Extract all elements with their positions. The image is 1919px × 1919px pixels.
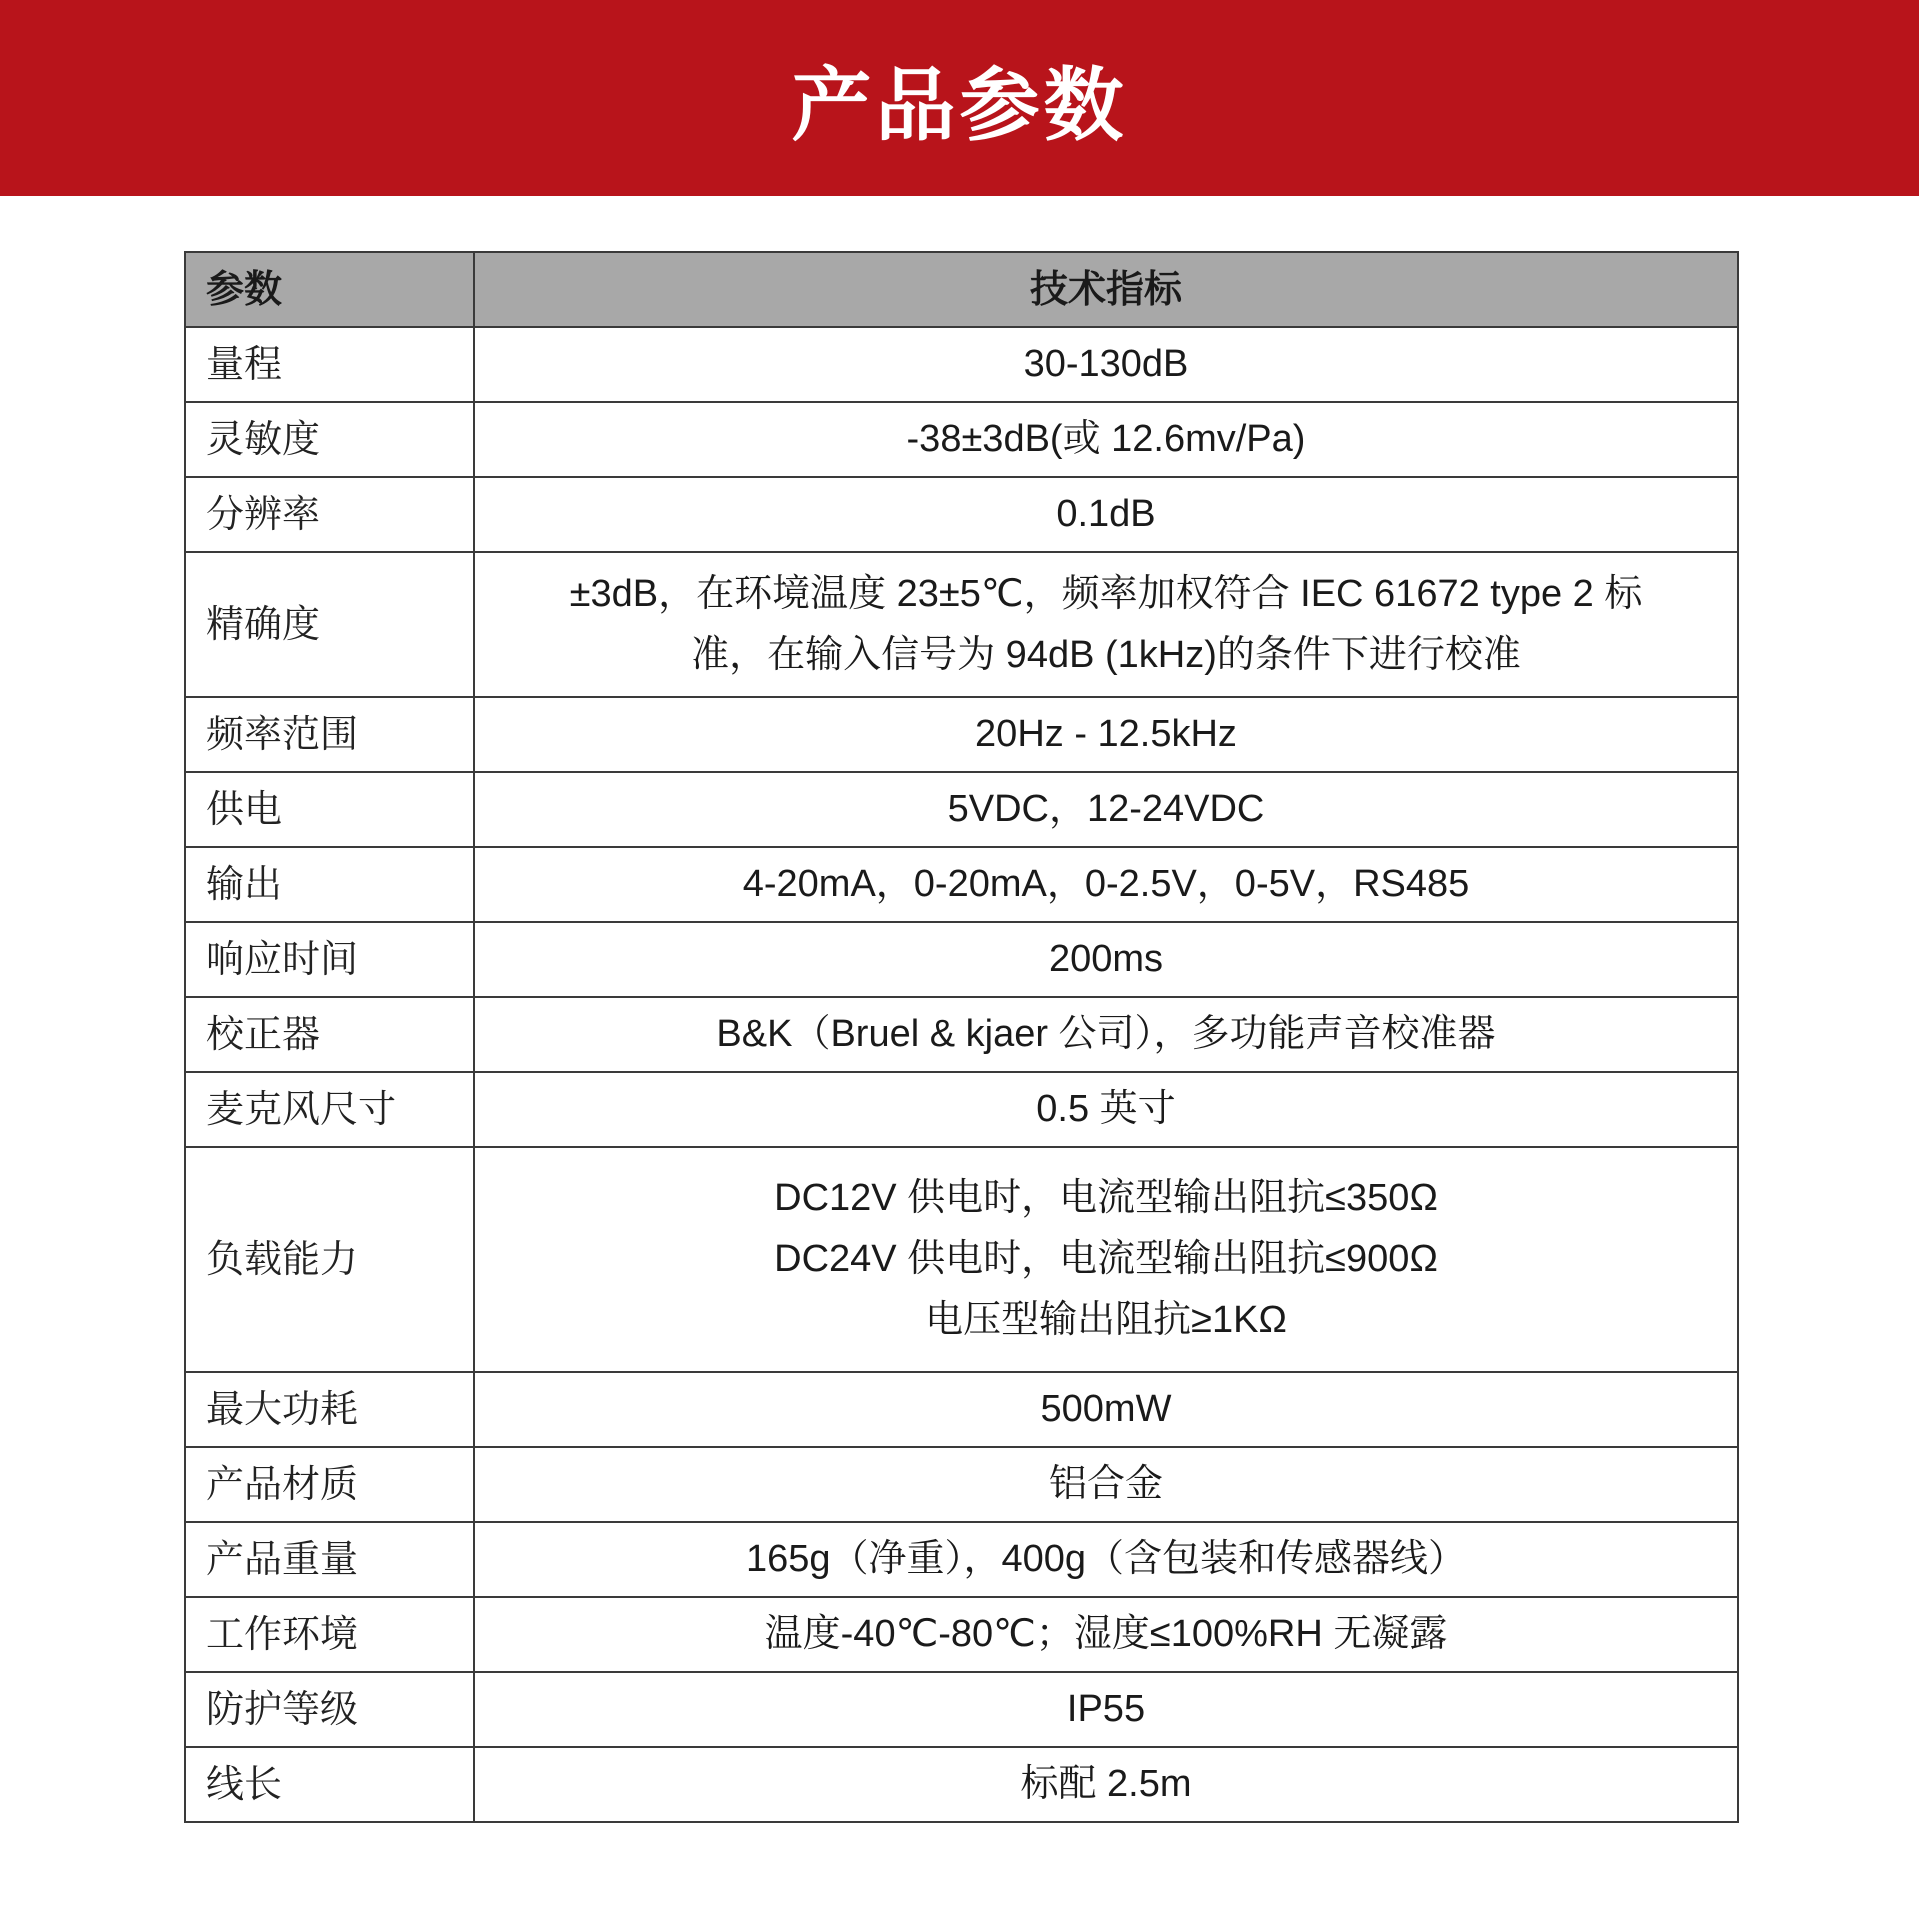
param-name: 分辨率	[185, 477, 474, 552]
param-name: 精确度	[185, 552, 474, 697]
param-value: DC12V 供电时，电流型输出阻抗≤350Ω DC24V 供电时，电流型输出阻抗≤900Ω 电压型输出阻抗≥1KΩ	[474, 1147, 1738, 1372]
param-value: B&K（Bruel & kjaer 公司），多功能声音校准器	[474, 997, 1738, 1072]
table-row	[185, 922, 1738, 997]
header-param: 参数	[185, 252, 474, 327]
table-row	[185, 327, 1738, 402]
param-name: 产品材质	[185, 1447, 474, 1522]
param-value: 标配 2.5m	[474, 1747, 1738, 1822]
param-value: 5VDC，12-24VDC	[474, 772, 1738, 847]
param-name: 最大功耗	[185, 1372, 474, 1447]
table-row	[185, 552, 1738, 697]
param-value: 165g（净重），400g（含包装和传感器线）	[474, 1522, 1738, 1597]
table-header-row	[185, 252, 1738, 327]
param-name: 输出	[185, 847, 474, 922]
table-row	[185, 697, 1738, 772]
table-row	[185, 1072, 1738, 1147]
param-value: ±3dB，在环境温度 23±5℃，频率加权符合 IEC 61672 type 2 标 准，在输入信号为 94dB (1kHz)的条件下进行校准	[474, 552, 1738, 697]
param-name: 响应时间	[185, 922, 474, 997]
param-value: 20Hz - 12.5kHz	[474, 697, 1738, 772]
param-name: 频率范围	[185, 697, 474, 772]
spec-table	[184, 251, 1739, 1823]
param-value: -38±3dB(或 12.6mv/Pa)	[474, 402, 1738, 477]
table-row	[185, 1672, 1738, 1747]
table-row	[185, 1597, 1738, 1672]
param-name: 校正器	[185, 997, 474, 1072]
param-name: 量程	[185, 327, 474, 402]
table-row	[185, 402, 1738, 477]
param-name: 工作环境	[185, 1597, 474, 1672]
table-row	[185, 847, 1738, 922]
param-value: 200ms	[474, 922, 1738, 997]
page-title: 产品参数	[791, 58, 1128, 152]
param-value: 30-130dB	[474, 327, 1738, 402]
param-name: 防护等级	[185, 1672, 474, 1747]
param-name: 供电	[185, 772, 474, 847]
param-value: IP55	[474, 1672, 1738, 1747]
param-value: 0.1dB	[474, 477, 1738, 552]
header-value: 技术指标	[474, 252, 1738, 327]
param-name: 负载能力	[185, 1147, 474, 1372]
param-name: 线长	[185, 1747, 474, 1822]
param-value: 0.5 英寸	[474, 1072, 1738, 1147]
table-row	[185, 1372, 1738, 1447]
table-row	[185, 1447, 1738, 1522]
table-row	[185, 772, 1738, 847]
param-value: 500mW	[474, 1372, 1738, 1447]
param-value: 铝合金	[474, 1447, 1738, 1522]
param-name: 麦克风尺寸	[185, 1072, 474, 1147]
param-name: 灵敏度	[185, 402, 474, 477]
table-row	[185, 477, 1738, 552]
param-value: 温度-40℃-80℃；湿度≤100%RH 无凝露	[474, 1597, 1738, 1672]
param-value: 4-20mA，0-20mA，0-2.5V，0-5V，RS485	[474, 847, 1738, 922]
title-banner	[0, 0, 1919, 196]
param-name: 产品重量	[185, 1522, 474, 1597]
table-row	[185, 1522, 1738, 1597]
table-row	[185, 997, 1738, 1072]
table-row	[185, 1147, 1738, 1372]
table-row	[185, 1747, 1738, 1822]
